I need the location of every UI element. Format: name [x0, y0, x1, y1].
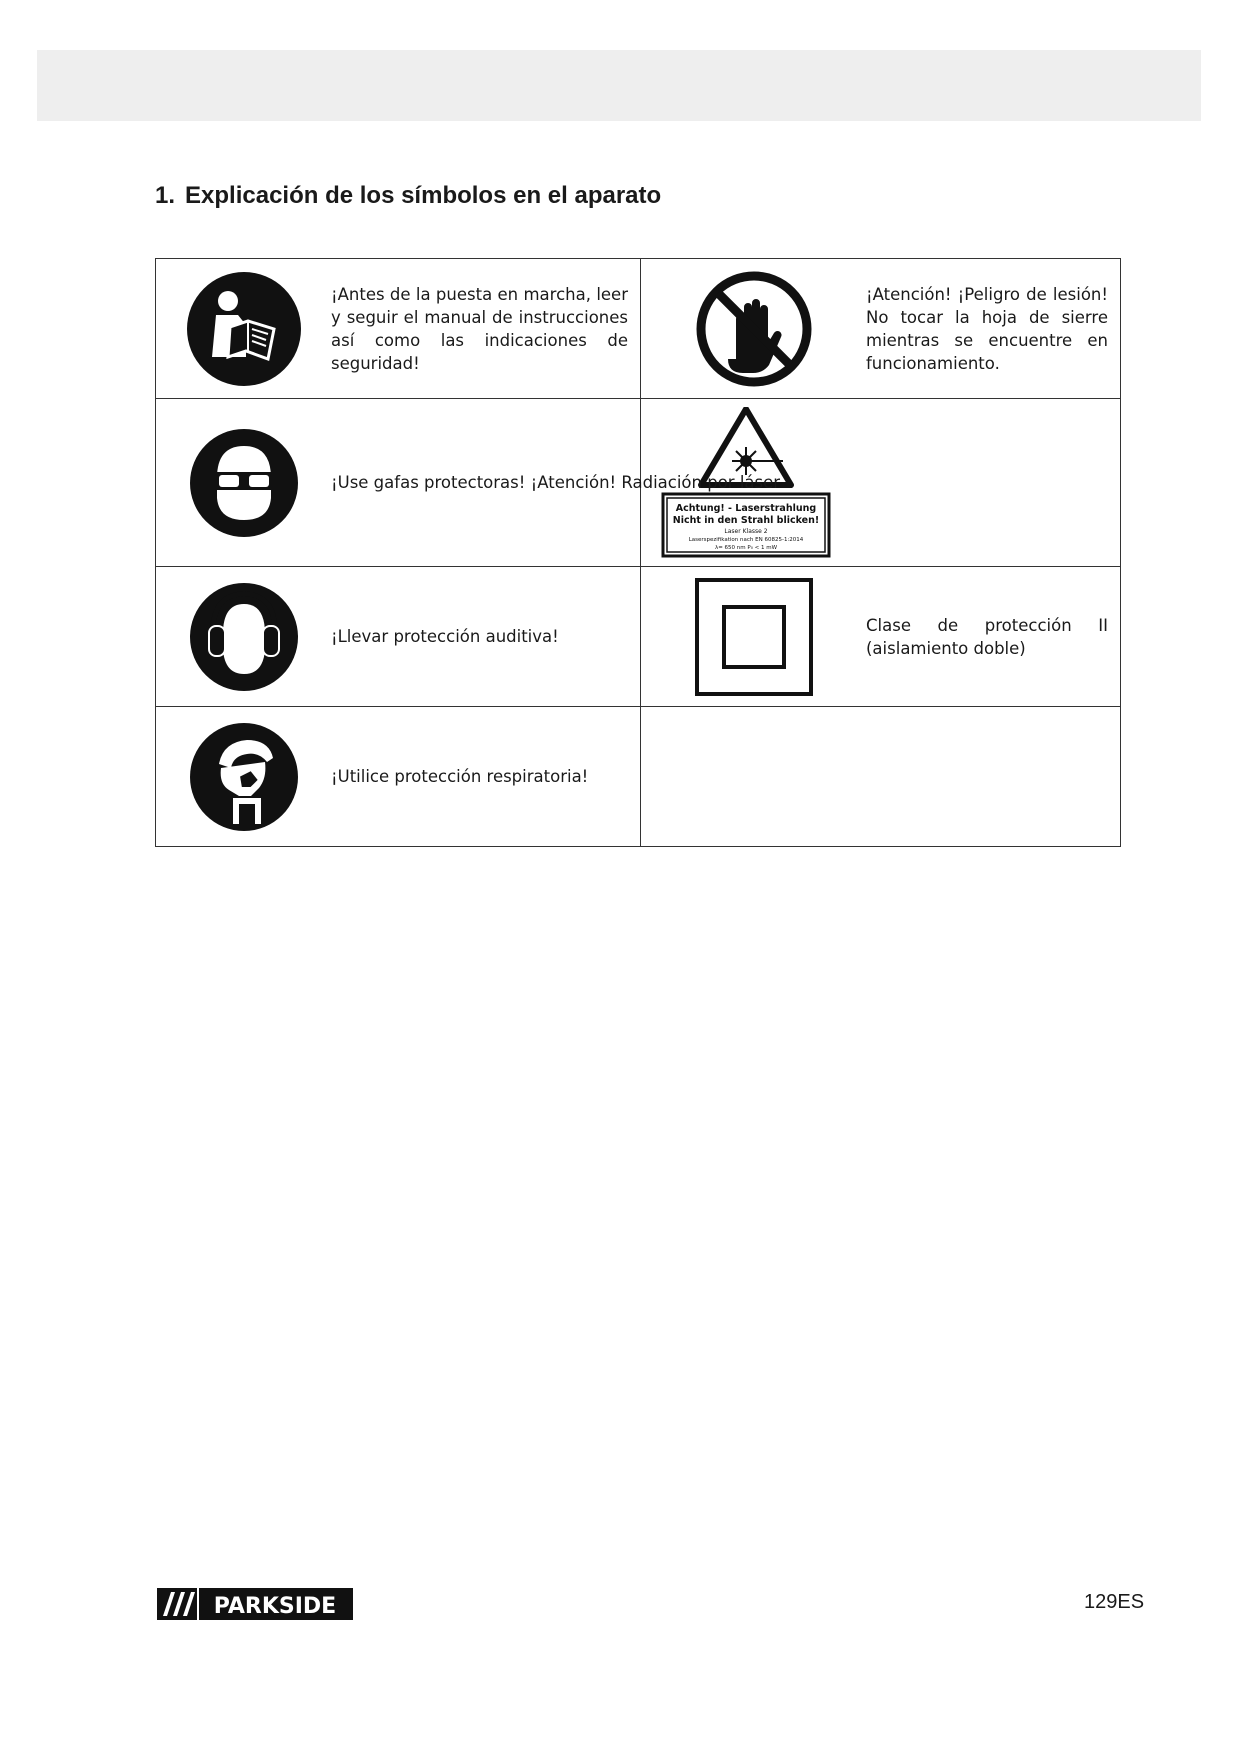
table-cell [156, 707, 641, 847]
protection-class-text: Clase de protección II (aislamiento doble) [866, 615, 1108, 658]
table-row [156, 707, 1121, 847]
table-row [156, 259, 1121, 399]
brand-text: PARKSIDE [213, 1594, 337, 1619]
do-not-touch-hand-icon [696, 271, 812, 387]
table-cell [156, 567, 641, 707]
parkside-logo [157, 1588, 353, 1624]
table-cell [641, 259, 1121, 399]
header-band [37, 50, 1201, 121]
laser-label-line3: Laser Klasse 2 [724, 528, 768, 535]
table-cell [641, 567, 1121, 707]
section-number: 1. [155, 182, 176, 209]
laser-label-line5: λ= 650 nm P₀ < 1 mW [714, 545, 778, 551]
laser-label-line2: Nicht in den Strahl blicken! [672, 515, 820, 526]
table-cell-empty [641, 707, 1121, 847]
ear-protection-text: ¡Llevar protección auditiva! [331, 627, 559, 646]
protection-class-ii-icon [694, 577, 814, 697]
section-title: Explicación de los símbolos en el aparato [185, 182, 662, 209]
table-row [156, 399, 1121, 567]
safety-goggles-icon [189, 428, 299, 538]
ear-protection-icon [189, 582, 299, 692]
read-manual-icon [186, 271, 302, 387]
respiratory-protection-text: ¡Utilice protección respiratoria! [331, 767, 589, 786]
symbols-table [155, 258, 1121, 847]
read-manual-text: ¡Antes de la puesta en marcha, leer y seguir el manual de instrucciones así como las indicaciones de seguridad! [331, 284, 628, 373]
respiratory-protection-icon [189, 722, 299, 832]
laser-label-line1: Achtung! - Laserstrahlung [675, 503, 817, 514]
table-cell [156, 259, 641, 399]
do-not-touch-text: ¡Atención! ¡Peligro de lesión! No tocar la hoja de sierre mientras se encuentre en funcionamiento. [866, 284, 1108, 373]
section-heading [155, 182, 661, 210]
table-row [156, 567, 1121, 707]
goggles-laser-text: ¡Use gafas protectoras! ¡Atención! Radiación por láser [331, 473, 781, 492]
laser-label-line4: Laserspezifikation nach EN 60825-1:2014 [688, 537, 804, 543]
page-number: 129ES [1084, 1591, 1145, 1613]
